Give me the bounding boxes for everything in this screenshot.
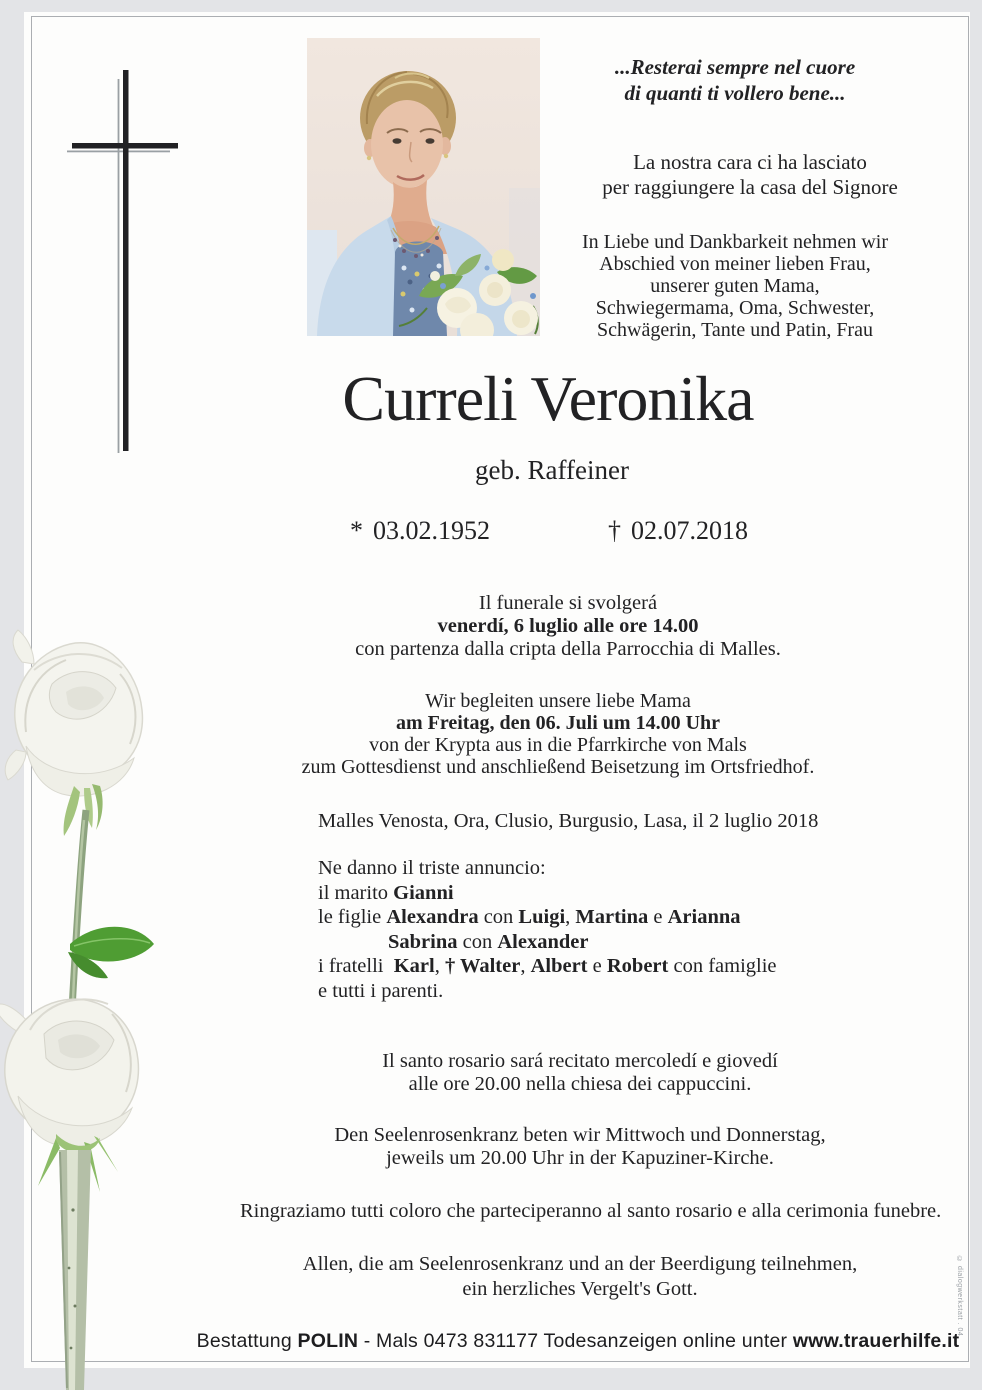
death-date: † 02.07.2018 bbox=[608, 516, 748, 545]
thanks-line: Allen, die am Seelenrosenkranz und an der Beerdigung teilnehmen, bbox=[302, 1253, 858, 1275]
rosary-line: alle ore 20.00 nella chiesa dei cappuccini. bbox=[408, 1073, 752, 1095]
funeral-home-footer: Bestattung POLIN - Mals 0473 831177 Todesanzeigen online unter www.trauerhilfe.it bbox=[196, 1330, 960, 1352]
farewell-line: Schwiegermama, Oma, Schwester, bbox=[595, 297, 875, 319]
rose-stem-and-leaf bbox=[68, 810, 154, 1010]
funeral-line: zum Gottesdienst und anschließend Beisetzung im Ortsfriedhof. bbox=[301, 756, 815, 778]
farewell-line: unserer guten Mama, bbox=[650, 275, 820, 297]
announcement-line: Sabrina con Alexander bbox=[388, 930, 589, 953]
portrait-photo bbox=[307, 38, 540, 336]
announcement-family bbox=[318, 856, 777, 1003]
funeral-line: Il funerale si svolgerá bbox=[478, 592, 658, 614]
rosary-info-italian bbox=[280, 1050, 880, 1096]
farewell-line: Abschied von meiner lieben Frau, bbox=[599, 253, 871, 275]
thanks-line: ein herzliches Vergelt's Gott. bbox=[462, 1278, 698, 1300]
birth-date: * 03.02.1952 bbox=[350, 516, 490, 545]
deceased-name: Curreli Veronika bbox=[342, 363, 754, 434]
funeral-info-german bbox=[258, 690, 858, 778]
funeral-line: von der Krypta aus in die Pfarrkirche von Mals bbox=[369, 734, 747, 756]
farewell-line: In Liebe und Dankbarkeit nehmen wir bbox=[581, 231, 888, 253]
announcement-line: e tutti i parenti. bbox=[318, 979, 444, 1002]
rose-stem-bottom bbox=[59, 1150, 91, 1390]
thanks-italian: Ringraziamo tutti coloro che parteciperanno al santo rosario e alla cerimonia funebre. bbox=[240, 1200, 942, 1222]
announcement-line: i fratelli Karl, † Walter, Albert e Robert con famiglie bbox=[318, 955, 777, 977]
funeral-info-italian bbox=[268, 592, 868, 661]
white-roses-decoration bbox=[0, 600, 260, 1390]
funeral-datetime: am Freitag, den 06. Juli um 14.00 Uhr bbox=[395, 712, 721, 734]
maiden-name: geb. Raffeiner bbox=[475, 455, 629, 485]
announcement-line: le figlie Alexandra con Luigi, Martina e Arianna bbox=[318, 906, 741, 928]
farewell-german bbox=[535, 231, 935, 341]
death-cross-symbol: † bbox=[608, 516, 621, 545]
rosary-info-german bbox=[280, 1124, 880, 1170]
memorial-quote bbox=[535, 54, 935, 106]
thanks-german bbox=[280, 1252, 880, 1302]
life-dates bbox=[350, 516, 748, 546]
announcement-line: il marito Gianni bbox=[318, 881, 454, 904]
funeral-datetime: venerdí, 6 luglio alle ore 14.00 bbox=[437, 615, 699, 637]
funeral-line: con partenza dalla cripta della Parrocchia di Malles. bbox=[355, 638, 781, 660]
rosary-line: jeweils um 20.00 Uhr in der Kapuziner-Kirche. bbox=[386, 1147, 774, 1169]
quote-line: ...Resterai sempre nel cuore bbox=[614, 55, 856, 79]
memorial-cross-icon bbox=[55, 60, 195, 460]
funeral-line: Wir begleiten unsere liebe Mama bbox=[425, 690, 691, 712]
place-and-date-line: Malles Venosta, Ora, Clusio, Burgusio, Lasa, il 2 luglio 2018 bbox=[318, 810, 819, 832]
birth-star-symbol: * bbox=[350, 516, 363, 545]
rosary-line: Il santo rosario sará recitato mercoledí e giovedí bbox=[382, 1050, 778, 1072]
farewell-line: Schwägerin, Tante und Patin, Frau bbox=[597, 319, 873, 341]
white-rose-top bbox=[5, 630, 142, 836]
farewell-italian bbox=[550, 150, 950, 200]
announcement-line: Ne danno il triste annuncio: bbox=[318, 857, 546, 879]
printer-credit: © dialogwerkstatt . 04 bbox=[956, 1256, 963, 1337]
quote-line: di quanti ti vollero bene... bbox=[624, 81, 846, 105]
farewell-line: La nostra cara ci ha lasciato bbox=[633, 150, 867, 174]
rosary-line: Den Seelenrosenkranz beten wir Mittwoch und Donnerstag, bbox=[334, 1124, 826, 1146]
farewell-line: per raggiungere la casa del Signore bbox=[602, 175, 898, 199]
